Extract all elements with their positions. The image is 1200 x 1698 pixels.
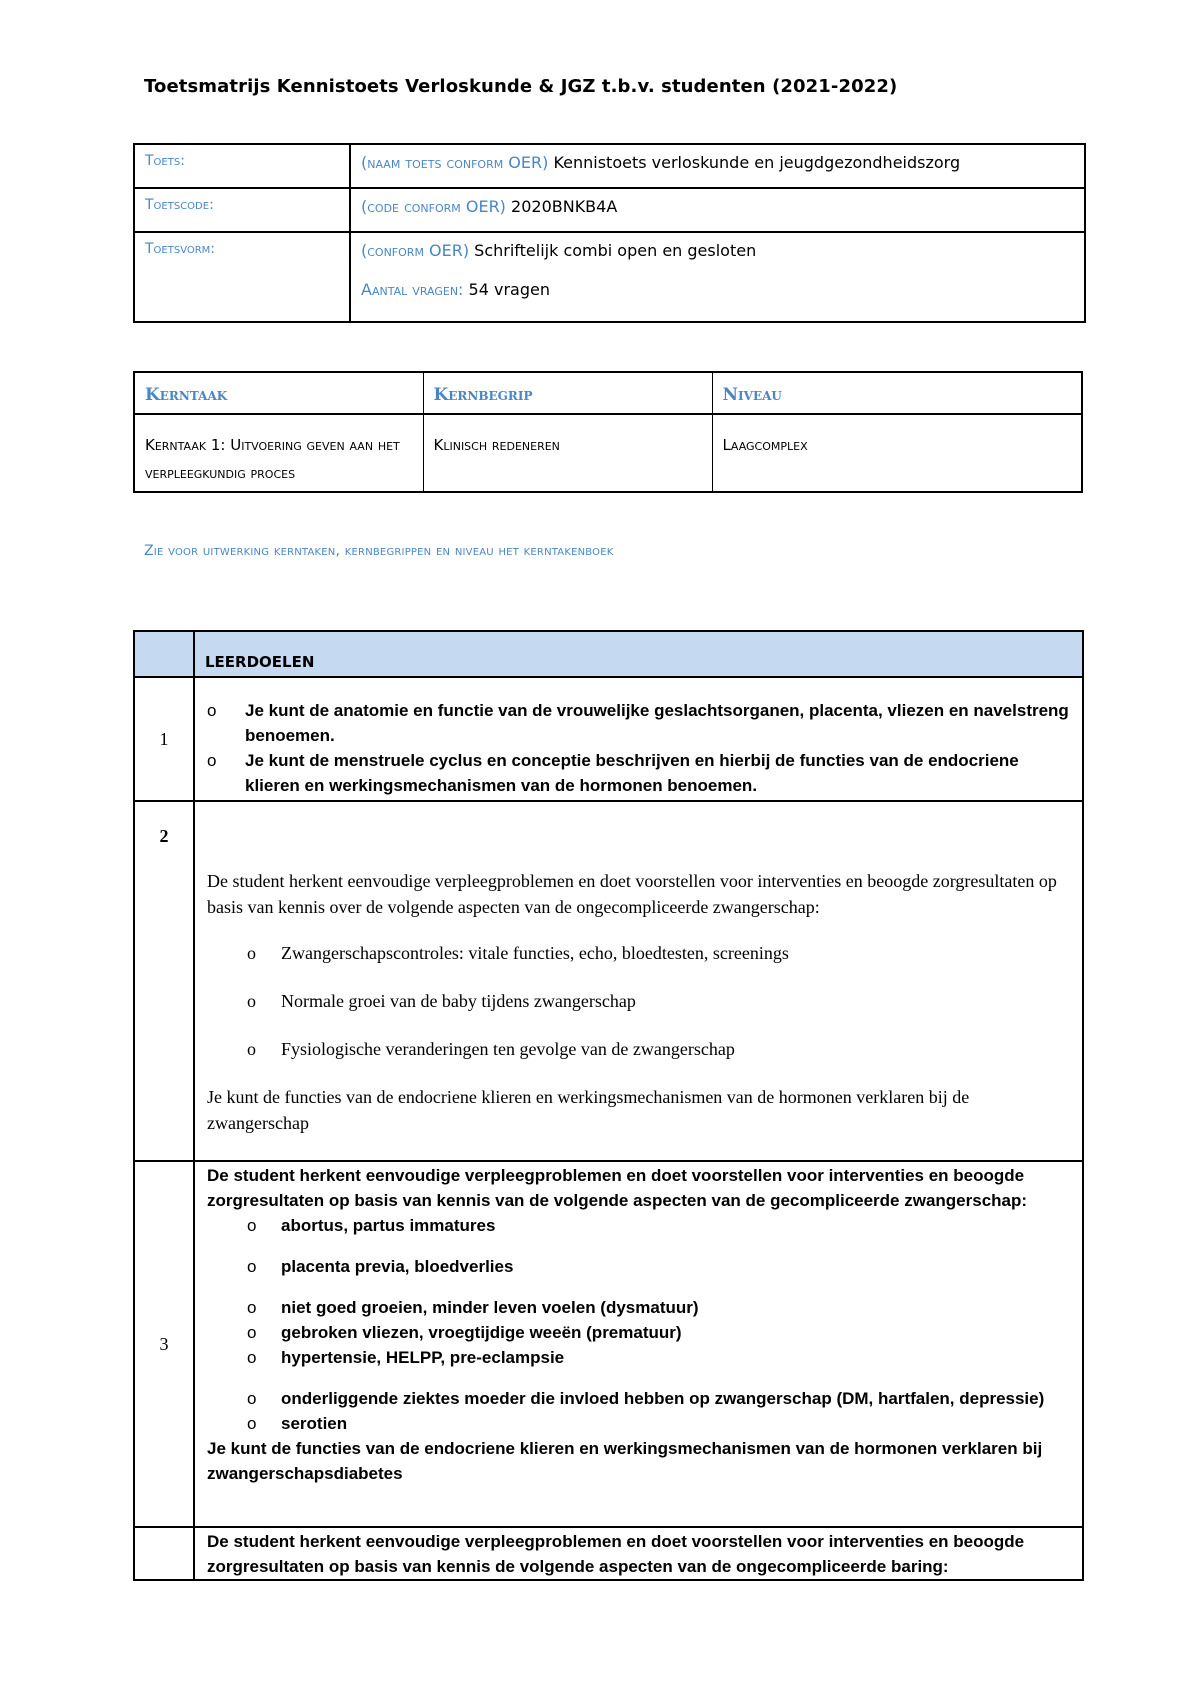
toetsvorm-value (350, 232, 1085, 322)
row-outro: Je kunt de functies van de endocriene klieren en werkingsmechanismen van de hormonen verklaren bij zwangerschapsdiabetes (207, 1439, 1043, 1483)
kerntaak-table (133, 371, 1083, 493)
niveau-header: Niveau (712, 372, 1082, 414)
list-item: Je kunt de menstruele cyclus en conceptie beschrijven en hierbij de functies van de endocriene klieren en werkingsmechanismen van de hormonen benoemen. (245, 751, 1019, 795)
document-title: Toetsmatrijs Kennistoets Verloskunde & JGZ t.b.v. studenten (2021-2022) (144, 76, 898, 97)
toets-key: (naam toets conform OER) (361, 153, 549, 172)
row-outro: Je kunt de functies van de endocriene klieren en werkingsmechanismen van de hormonen verklaren bij de zwangerschap (207, 1087, 970, 1133)
list-item: Normale groei van de baby tijdens zwangerschap (281, 991, 636, 1011)
row-content (194, 1527, 1083, 1580)
leerdoelen-num-header (134, 631, 194, 677)
toetscode-code: 2020BNKB4A (505, 197, 618, 216)
kerntaak-cell: Kerntaak 1: Uitvoering geven aan het verpleegkundig proces (134, 414, 423, 492)
bullet: o (247, 1389, 257, 1408)
bullet: o (247, 1414, 257, 1433)
list-item: hypertensie, HELPP, pre-eclampsie (281, 1348, 565, 1367)
bullet: o (247, 1039, 256, 1059)
bullet: o (247, 943, 256, 963)
bullet: o (247, 1216, 257, 1235)
toetscode-label: Toetscode: (134, 188, 350, 232)
bullet: o (207, 751, 217, 770)
bullet: o (247, 1298, 257, 1317)
toetscode-key: (code conform OER) (361, 197, 506, 216)
bullet: o (247, 1323, 257, 1342)
row-number: 3 (134, 1161, 194, 1527)
table-row (134, 801, 1083, 1161)
row-number: 1 (134, 677, 194, 801)
bullet: o (247, 1257, 257, 1276)
list-item: Zwangerschapscontroles: vitale functies, echo, bloedtesten, screenings (281, 943, 789, 963)
row-content (194, 677, 1083, 801)
list-item: niet goed groeien, minder leven voelen (dysmatuur) (281, 1298, 699, 1317)
table-row (134, 1161, 1083, 1527)
list-item: abortus, partus immatures (281, 1216, 496, 1235)
leerdoelen-header: LEERDOELEN (205, 653, 315, 671)
leerdoelen-header-cell (194, 631, 1083, 677)
list-item: gebroken vliezen, vroegtijdige weeën (prematuur) (281, 1323, 682, 1342)
row-content (194, 801, 1083, 1161)
row-number (134, 1527, 194, 1580)
list-item: onderliggende ziektes moeder die invloed hebben op zwangerschap (DM, hartfalen, depressie) (281, 1389, 1045, 1408)
list-item: Je kunt de anatomie en functie van de vrouwelijke geslachtsorganen, placenta, vliezen en navelstreng benoemen. (245, 701, 1069, 745)
row-content (194, 1161, 1083, 1527)
kernbegrip-header: Kernbegrip (423, 372, 712, 414)
aantal-vragen-value: 54 vragen (463, 280, 550, 299)
leerdoelen-table (133, 630, 1084, 1581)
list-item: placenta previa, bloedverlies (281, 1257, 514, 1276)
toets-label: Toets: (134, 144, 350, 188)
row-number: 2 (134, 801, 194, 1161)
kerntaak-header: Kerntaak (134, 372, 423, 414)
row-intro: De student herkent eenvoudige verpleegproblemen en doet voorstellen voor interventies en beoogde zorgresultaten op basis van kennis de volgende aspecten van de ongecompliceerde baring: (207, 1532, 1025, 1576)
toetsvorm-label: Toetsvorm: (134, 232, 350, 322)
kernbegrip-cell: Klinisch redeneren (423, 414, 712, 492)
bullet: o (247, 991, 256, 1011)
toetsvorm-text: Schriftelijk combi open en gesloten (469, 241, 757, 260)
list-item: serotien (281, 1414, 348, 1433)
bullet: o (247, 1348, 257, 1367)
toets-value (350, 144, 1085, 188)
row-intro: De student herkent eenvoudige verpleegproblemen en doet voorstellen voor interventies en beoogde zorgresultaten op basis van kennis van de volgende aspecten van de gecompliceerde zwangerschap: (207, 1166, 1028, 1210)
toetscode-value (350, 188, 1085, 232)
toets-info-table (133, 143, 1086, 323)
toets-name: Kennistoets verloskunde en jeugdgezondheidszorg (548, 153, 961, 172)
table-row (134, 677, 1083, 801)
kerntakenboek-note: Zie voor uitwerking kerntaken, kernbegrippen en niveau het kerntakenboek (144, 543, 614, 559)
aantal-vragen-key: Aantal vragen: (361, 280, 464, 299)
toetsvorm-key: (conform OER) (361, 241, 470, 260)
table-row (134, 1527, 1083, 1580)
row-intro: De student herkent eenvoudige verpleegproblemen en doet voorstellen voor interventies en beoogde zorgresultaten op basis van kennis over de volgende aspecten van de ongecompliceerde zwangerschap: (207, 871, 1057, 917)
list-item: Fysiologische veranderingen ten gevolge van de zwangerschap (281, 1039, 735, 1059)
bullet: o (207, 701, 217, 720)
niveau-cell: Laagcomplex (712, 414, 1082, 492)
